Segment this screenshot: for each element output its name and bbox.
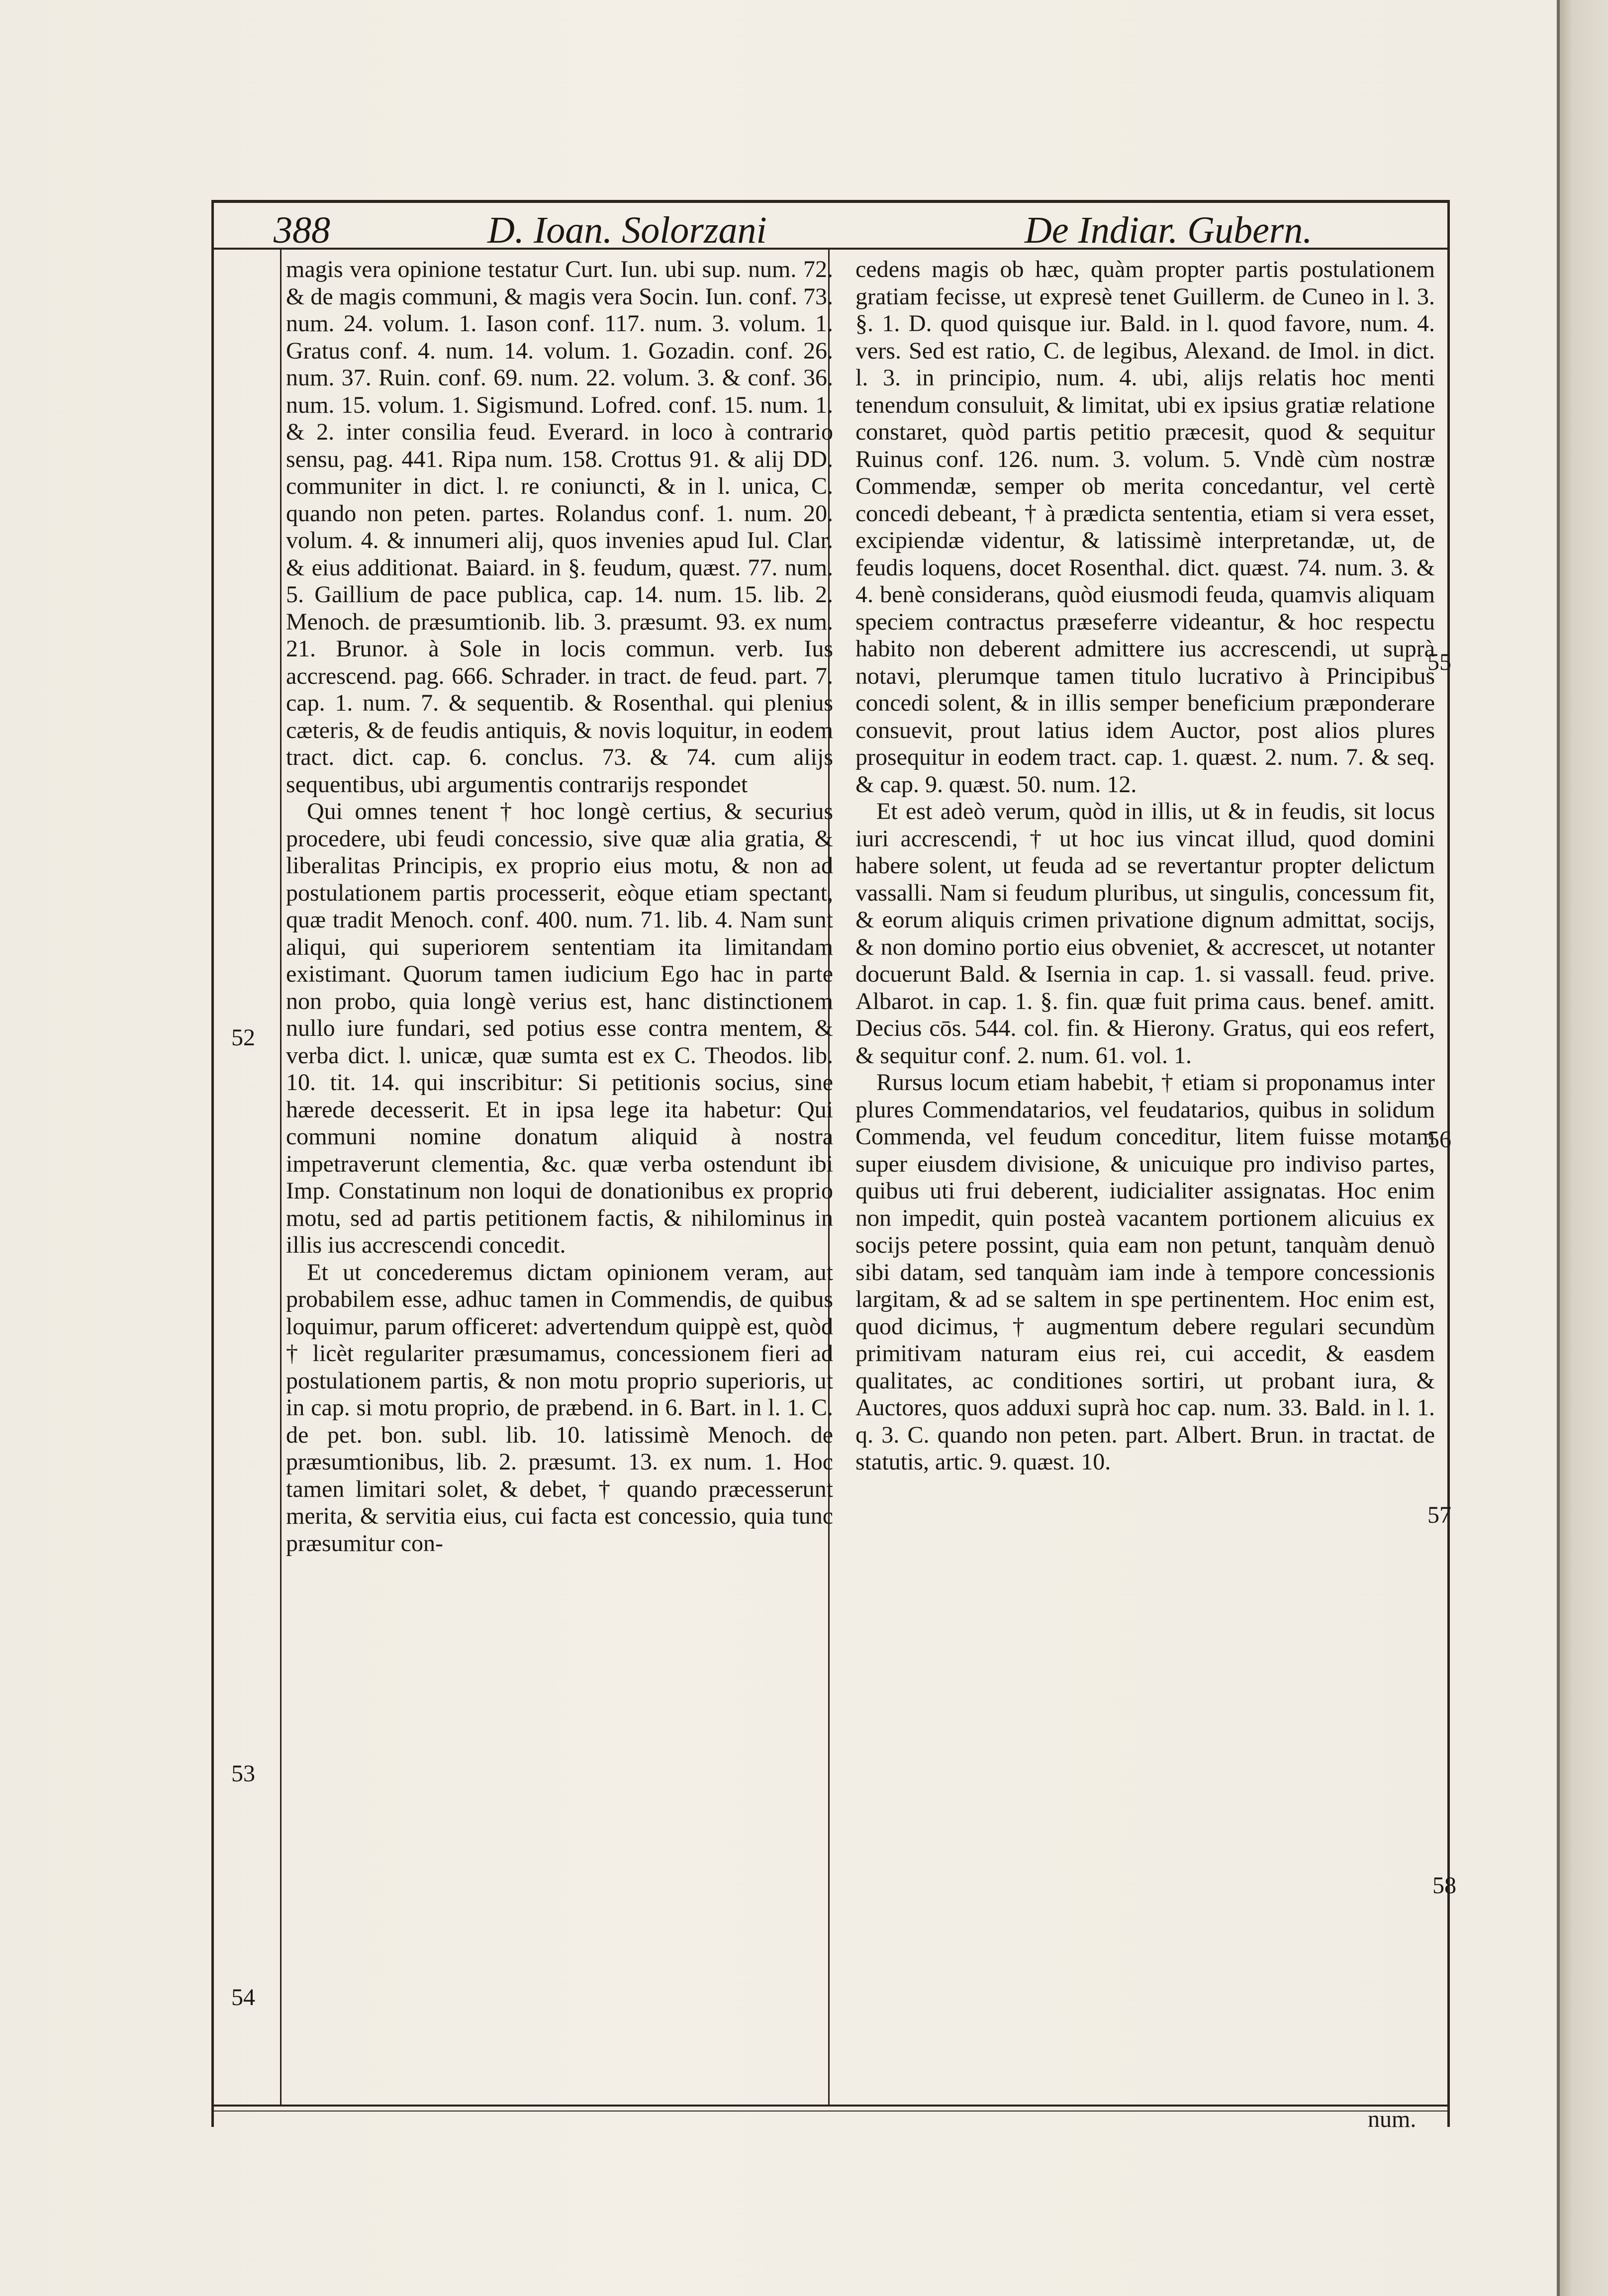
margin-number: 56 [1427, 1126, 1451, 1153]
margin-number: 54 [231, 1984, 255, 2011]
running-author: D. Ioan. Solorzani [487, 209, 767, 251]
paragraph: Rursus locum etiam habebit, † etiam si proponamus inter plures Commendatarios, vel feudatarios, quibus in solidum Commenda, vel feudum conceditur, litem fuisse motam super eiusdem divisione, & unicuique pro indiviso partes, quibus uti frui deberent, iudicialiter assignatas. Hoc enim non impedit, quin posteà vacantem portionem alicuius ex socijs petere possint, quia eam non petunt, tanquàm denuò sibi datam, sed tanquàm iam inde à tempore concessionis largitam, & ad se saltem in spe pertinentem. Hoc enim est, quod dicimus, † augmentum debere regulari secundùm primitivam naturam eius rei, cui accedit, & easdem qualitates, ac conditiones sortiri, ut probant iura, & Auctores, quos adduxi suprà hoc cap. num. 33. Bald. in l. 1. q. 3. C. quando non peten. part. Albert. Brun. in tractat. de statutis, artic. 9. quæst. 10. [855, 1069, 1435, 1475]
bottom-rule [211, 2105, 1450, 2107]
left-rule [211, 200, 214, 2127]
margin-number: 55 [1427, 649, 1451, 675]
paragraph: cedens magis ob hæc, quàm propter partis postulationem gratiam fecisse, ut expresè tenet Guillerm. de Cuneo in l. 3. §. 1. D. quod quisque iur. Bald. in l. quod favore, num. 4. vers. Sed est ratio, C. de legibus, Alexand. de Imol. in dict. l. 3. in principio, num. 4. ubi, alijs relatis hoc menti tenendum consuluit, & limitat, ubi ex ipsius gratiæ relatione constaret, quòd partis petitio præcesit, quod & sequitur Ruinus conf. 126. num. 3. volum. 5. Vndè cùm nostræ Commendæ, semper ob merita concedantur, vel certè concedi debeant, † à prædicta sententia, etiam si vera esset, excipiendæ videntur, & latissimè interpretandæ, ut, de feudis loquens, docet Rosenthal. dict. quæst. 74. num. 3. & 4. benè considerans, quòd eiusmodi feuda, quamvis aliquam speciem contractus præseferre videantur, & hoc respectu habito non deberent admittere ius accrescendi, ut suprà notavi, plerumque tamen titulo lucrativo à Principibus concedi solent, & in illis semper beneficium præponderare consuevit, prout latius idem Auctor, post alios plures prosequitur in eodem tract. cap. 1. quæst. 2. num. 7. & seq. & cap. 9. quæst. 50. num. 12. [855, 256, 1435, 798]
running-title: De Indiar. Gubern. [1025, 209, 1313, 251]
top-rule [211, 200, 1450, 203]
margin-number: 53 [231, 1760, 255, 1787]
adjacent-page-edge [1557, 0, 1608, 2296]
right-rule [1447, 200, 1450, 2127]
margin-number: 57 [1427, 1502, 1451, 1528]
paragraph: Qui omnes tenent † hoc longè certius, & securius procedere, ubi feudi concessio, sive quæ alia gratia, & liberalitas Principis, ex proprio eius motu, & non ad postulationem partis processerit, eòque etiam spectant, quæ tradit Menoch. conf. 400. num. 71. lib. 4. Nam sunt aliqui, qui superiorem sententiam ita limitandam existimant. Quorum tamen iudicium Ego hac in parte non probo, quia longè verius est, hanc distinctionem nullo iure fundari, sed potius esse contra mentem, & verba dict. l. unicæ, quæ sumta est ex C. Theodos. lib. 10. tit. 14. qui inscribitur: Si petitionis socius, sine hærede decesserit. Et in ipsa lege ita habetur: Qui communi nomine donatum aliquid à nostra impetraverunt clementia, &c. quæ verba ostendunt ibi Imp. Constatinum non loqui de donationibus ex proprio motu, sed ad partis petitionem factis, & nihilominus in illis ius accrescendi concedit. [286, 798, 833, 1258]
right-column [855, 256, 1435, 2066]
bottom-rule-thin [211, 2111, 1450, 2112]
running-header [55, 208, 1348, 253]
paragraph: magis vera opinione testatur Curt. Iun. ubi sup. num. 72. & de magis communi, & magis vera Socin. Iun. conf. 73. num. 24. volum. 1. Iason conf. 117. num. 3. volum. 1. Gratus conf. 4. num. 14. volum. 1. Gozadin. conf. 26. num. 37. Ruin. conf. 69. num. 22. volum. 3. & conf. 36. num. 15. volum. 1. Sigismund. Lofred. conf. 15. num. 1. & 2. inter consilia feud. Everard. in loco à contrario sensu, pag. 441. Ripa num. 158. Crottus 91. & alij DD. communiter in dict. l. re coniuncti, & in l. unica, C. quando non peten. partes. Rolandus conf. 1. num. 20. volum. 4. & innumeri alij, quos invenies apud Iul. Clar. & eius additionat. Baiard. in §. feudum, quæst. 77. num. 5. Gaillium de pace publica, cap. 14. num. 15. lib. 2. Menoch. de præsumtionib. lib. 3. præsumt. 93. ex num. 21. Brunor. à Sole in locis commun. verb. Ius accrescend. pag. 666. Schrader. in tract. de feud. part. 7. cap. 1. num. 7. & sequentib. & Rosenthal. qui plenius cæteris, & de feudis antiquis, & novis loquitur, in eodem tract. dict. cap. 6. conclus. 73. & 74. cum alijs sequentibus, ubi argumentis contrarijs respondet [286, 256, 833, 798]
margin-rule [280, 250, 282, 2105]
left-column [286, 256, 833, 2066]
margin-number: 52 [231, 1024, 255, 1051]
paragraph: Et est adeò verum, quòd in illis, ut & in feudis, sit locus iuri accrescendi, † ut hoc ius vincat illud, quod domini habere solent, ut feuda ad se revertantur propter delictum vassalli. Nam si feudum pluribus, ut singulis, concessum fit, & eorum aliquis crimen privatione dignum admittat, socijs, & non domino portio eius obveniet, & accrescet, ut notanter docuerunt Bald. & Isernia in cap. 1. si vassall. feud. prive. Albarot. in cap. 1. §. fin. quæ fuit prima caus. benef. amitt. Decius cōs. 544. col. fin. & Hierony. Gratus, qui eos refert, & sequitur conf. 2. num. 61. vol. 1. [855, 798, 1435, 1069]
page-number: 388 [274, 209, 330, 251]
catchword: num. [1368, 2106, 1417, 2132]
paragraph: Et ut concederemus dictam opinionem veram, aut probabilem esse, adhuc tamen in Commendis, de quibus loquimur, parum officeret: advertendum quippè est, quòd † licèt regulariter præsumamus, concessionem fieri ad postulationem partis, & non motu proprio superioris, ut in cap. si motu proprio, de præbend. in 6. Bart. in l. 1. C. de pet. bon. subl. lib. 10. latissimè Menoch. de præsumtionibus, lib. 2. præsumt. 13. ex num. 1. Hoc tamen limitari solet, & debet, † quando præcesserunt merita, & servitia eius, cui facta est concessio, quia tunc præsumitur con- [286, 1259, 833, 1557]
margin-number: 58 [1432, 1872, 1456, 1899]
